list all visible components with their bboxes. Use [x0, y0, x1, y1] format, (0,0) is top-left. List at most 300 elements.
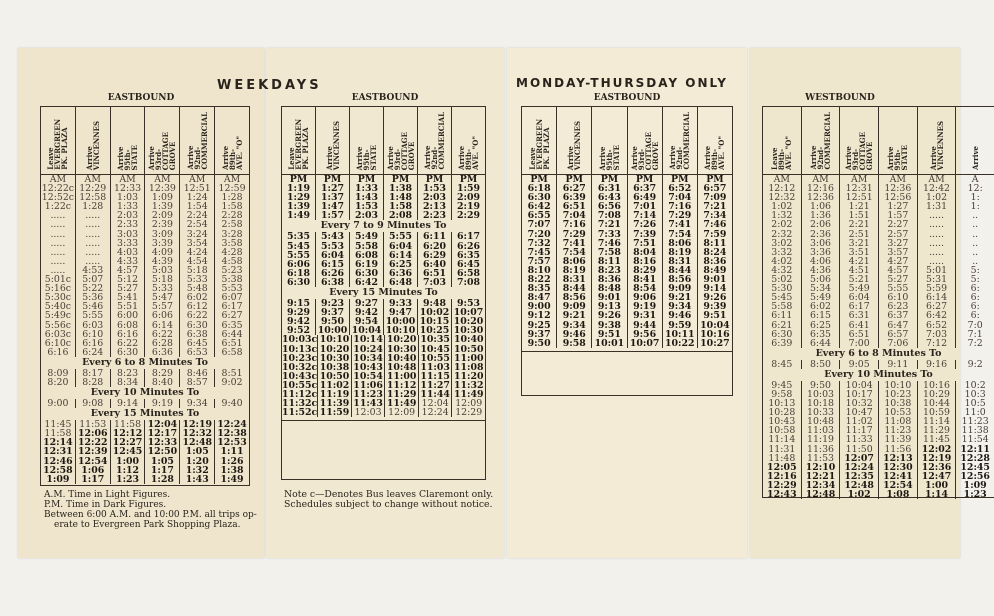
time-cell: 1:28 [145, 475, 180, 484]
time-cell: 1:49 [282, 211, 316, 220]
time-cell: 12:39 [145, 184, 180, 193]
time-cell: 4:58 [221, 255, 243, 267]
table-row [763, 463, 994, 472]
time-cell: 1:09 [145, 193, 180, 202]
time-cell: 5:18 [180, 266, 215, 275]
time-cell: 9:00 [522, 302, 557, 311]
time-cell: 9:58 [763, 390, 802, 399]
time-cell: 5:27 [879, 275, 918, 284]
column-header [802, 107, 841, 174]
time-cell: 1:38 [384, 184, 418, 193]
time-cell: 8:11 [703, 237, 727, 249]
time-cell: 7:34 [703, 210, 727, 222]
time-cell: 12:54 [76, 457, 111, 466]
table-row [282, 211, 485, 220]
time-cell: 1:22c [41, 202, 76, 211]
column-header [215, 107, 249, 174]
time-cell: 11:23 [352, 390, 386, 399]
time-cell: 4:03 [111, 248, 146, 257]
time-cell: 6:22 [180, 311, 215, 320]
table-row [282, 242, 485, 251]
time-cell: 1:03 [111, 193, 146, 202]
time-cell: 12:27 [111, 438, 146, 447]
time-cell: 9:01 [592, 293, 627, 302]
time-cell: 6:03c [41, 330, 76, 339]
time-cell: 1:21 [840, 202, 879, 211]
time-cell: 6:44 [221, 328, 243, 340]
time-cell: 5:30c [41, 293, 76, 302]
time-cell: 8:19 [557, 266, 592, 275]
time-cell: 5:55 [282, 251, 316, 260]
table-row [763, 184, 994, 193]
time-cell: 10:07 [453, 307, 484, 319]
time-cell: 6:17 [456, 231, 481, 243]
time-cell: 7:00 [840, 339, 879, 348]
time-cell: 6:11 [763, 311, 802, 320]
time-cell: 5:02 [763, 275, 802, 284]
column-header [918, 107, 957, 174]
time-cell: 6:52 [918, 321, 957, 330]
time-cell: 1:33 [350, 184, 384, 193]
time-cell: 11:33 [840, 435, 879, 444]
time-cell: 8:36 [592, 275, 627, 284]
time-cell: 6:51 [418, 269, 452, 278]
time-cell: 6:51 [221, 337, 243, 349]
time-cell: 10:47 [840, 408, 879, 417]
column-header-label: Arrive VINCENNES [566, 120, 583, 170]
time-cell: 9:38 [592, 321, 627, 330]
time-cell: 10:24 [352, 345, 386, 354]
time-cell: 3:27 [879, 239, 918, 248]
footnote-line: Between 6:00 A.M. and 10:00 P.M. all trips op- [44, 510, 257, 520]
time-cell: 6:07 [221, 292, 243, 304]
time-cell: 7:08 [592, 211, 627, 220]
time-cell: 9:39 [703, 301, 727, 313]
time-cell: ..... [918, 211, 957, 220]
time-cell: 12:09 [455, 398, 483, 410]
column-header [76, 107, 111, 174]
time-cell: 9:23 [316, 299, 350, 308]
time-cell: 6:48 [384, 278, 418, 287]
time-cell: 1:32 [763, 211, 802, 220]
time-cell: 6:14 [145, 321, 180, 330]
table-row [41, 193, 249, 202]
time-cell: 1:12 [111, 466, 146, 475]
column-header-label: Arrive 89th- AVE. "O" [457, 136, 480, 170]
time-cell: 5:41 [111, 293, 146, 302]
time-cell: 4:32 [763, 266, 802, 275]
time-cell: 9:08 [76, 399, 111, 408]
frequency-note: Every 6 to 8 Minutes To [815, 347, 942, 359]
table-row [41, 378, 249, 387]
time-cell: 9:26 [703, 292, 727, 304]
time-cell: 9:09 [557, 302, 592, 311]
time-cell: 8:06 [557, 257, 592, 266]
time-cell: 12:32 [180, 429, 215, 438]
time-cell: 6:00 [111, 311, 146, 320]
table-row [763, 330, 994, 339]
time-cell: 12:24 [217, 419, 247, 431]
column-header-label: Arrive 93rd- COTTAGE GROVE [147, 131, 178, 170]
table-row [41, 466, 249, 475]
time-cell: 6:39 [763, 339, 802, 348]
time-cell: 6:56 [592, 202, 627, 211]
time-cell: 10:38 [879, 399, 918, 408]
time-cell: 11:23 [961, 416, 989, 428]
time-cell: 3:33 [111, 239, 146, 248]
table-row [522, 248, 732, 257]
time-cell: 9:11 [879, 360, 918, 369]
time-cell: 10:32 [840, 399, 879, 408]
time-cell: 4:21 [840, 257, 879, 266]
time-cell: 2:19 [456, 201, 481, 213]
time-cell: 6:06 [282, 260, 316, 269]
time-cell: 3:06 [802, 239, 841, 248]
column-header [316, 107, 350, 174]
time-cell: 12:56 [960, 470, 990, 482]
table-row [763, 339, 994, 348]
time-cell: 10:28 [763, 408, 802, 417]
footnote-line: Note c—Denotes Bus leaves Claremont only. [284, 489, 494, 500]
time-cell: 7:14 [628, 211, 663, 220]
time-cell: 12:52c [41, 192, 75, 204]
time-cell: 11:32c [282, 398, 318, 410]
column-header-label: Arrive 95th- STATE [116, 144, 140, 170]
time-cell: 6: [970, 310, 980, 322]
time-cell: 5:58 [350, 242, 384, 251]
column-header [41, 107, 76, 174]
table-row [522, 339, 732, 348]
column-header-label: Arrive 93rd- COTTAGE GROVE [629, 131, 660, 170]
time-cell: 4:53 [76, 266, 111, 275]
time-cell: 5:33 [180, 275, 215, 284]
time-cell: 1:26 [220, 455, 244, 467]
time-cell: 12:11 [960, 443, 990, 455]
time-cell: 10:11 [663, 330, 698, 339]
time-cell: 5:38 [221, 274, 243, 286]
time-cell: 6:26 [316, 269, 350, 278]
table-row [41, 230, 249, 239]
time-cell: 5:46 [76, 302, 111, 311]
table-row [522, 293, 732, 302]
time-cell: 8:34 [111, 378, 146, 387]
column-header [663, 107, 698, 174]
time-cell: 2:21 [840, 220, 879, 229]
time-cell: 3:51 [840, 248, 879, 257]
column-header [840, 107, 879, 174]
time-cell: 4:57 [879, 266, 918, 275]
time-cell: 12:58 [41, 466, 76, 475]
time-cell: 10:23c [282, 352, 318, 364]
time-cell: 6:42 [918, 311, 957, 320]
time-cell: 10:04 [840, 381, 879, 390]
time-cell: 11:31 [763, 445, 802, 454]
footnote-line: Schedules subject to change without notice. [284, 499, 493, 510]
time-cell: 6:38 [180, 330, 215, 339]
time-cell: 12:45 [960, 461, 990, 473]
time-cell: 10:30 [453, 325, 484, 337]
time-cell: .. [972, 246, 979, 258]
time-cell: 2:51 [840, 230, 879, 239]
table-row [41, 275, 249, 284]
time-cell: 6:47 [879, 321, 918, 330]
time-cell: 3:57 [879, 248, 918, 257]
column-header-label: Arrive 93rd- COTTAGE GROVE [844, 131, 875, 170]
time-cell: 1:02 [840, 490, 879, 499]
time-cell: 2:23 [418, 211, 452, 220]
time-cell: 10:23 [879, 390, 918, 399]
time-cell: 8:54 [628, 284, 663, 293]
time-cell: 8:45 [763, 360, 802, 369]
table-row [763, 472, 994, 481]
time-cell: 12:14 [41, 438, 76, 447]
time-cell: 1:43 [350, 193, 384, 202]
time-cell: 6:10 [879, 293, 918, 302]
time-cell: ..... [76, 239, 111, 248]
time-cell: 1:39 [282, 202, 316, 211]
time-cell: 7:54 [557, 248, 592, 257]
time-cell: ..... [41, 211, 76, 220]
time-cell: 12:03 [352, 408, 386, 417]
time-cell: 5:03 [145, 266, 180, 275]
frequency-note: Every 15 Minutes To [329, 287, 438, 299]
time-cell: 9:12 [522, 311, 557, 320]
time-cell: 7:46 [703, 219, 727, 231]
table-row [41, 239, 249, 248]
time-cell: 6:29 [418, 251, 452, 260]
time-cell: 9:50 [316, 317, 350, 326]
time-cell: 1:47 [316, 202, 350, 211]
time-cell: 11:32 [453, 379, 484, 391]
time-cell: .. [972, 237, 979, 249]
time-cell: 5:55 [384, 232, 418, 241]
time-cell: 6:58 [221, 346, 243, 358]
time-cell: 11:19 [318, 390, 352, 399]
time-cell: 10:5 [964, 398, 986, 410]
time-cell: 8:44 [663, 266, 698, 275]
time-cell: 11:06 [352, 381, 386, 390]
time-cell: 1:02 [763, 202, 802, 211]
time-cell: 7:21 [703, 201, 727, 213]
time-cell: 5:53 [221, 283, 243, 295]
time-cell: 12:22 [76, 438, 111, 447]
time-cell: 11:36 [802, 445, 841, 454]
panel-westbound [750, 48, 990, 558]
time-cell: 3:02 [763, 239, 802, 248]
time-cell: 12:16 [802, 184, 841, 193]
time-cell: 3:39 [145, 239, 180, 248]
time-cell: 6:25 [384, 260, 418, 269]
time-cell: 1:29 [282, 193, 316, 202]
time-cell: 6:04 [384, 242, 418, 251]
table-row [763, 175, 994, 184]
time-cell: 9:02 [221, 376, 243, 388]
time-cell: 7:03 [418, 278, 452, 287]
time-cell: 5:36 [76, 293, 111, 302]
time-cell: 12:05 [763, 463, 802, 472]
time-cell: 10:40 [385, 354, 419, 363]
time-cell: 12:12 [111, 429, 146, 438]
time-cell: 6:20 [418, 242, 452, 251]
table-row [41, 284, 249, 293]
time-cell: 6:17 [840, 302, 879, 311]
time-cell: 9:50 [802, 381, 841, 390]
time-cell: 11:49 [385, 399, 419, 408]
time-cell: 6:24 [76, 348, 111, 357]
column-header-label: Arrive 89th- AVE. "O" [703, 136, 727, 170]
time-cell: 9:53 [456, 298, 481, 310]
table-row [763, 220, 994, 229]
footnote-notes [284, 490, 493, 510]
time-cell: 1:43 [180, 475, 215, 484]
time-cell: 7:20 [522, 230, 557, 239]
time-cell: 7:57 [522, 257, 557, 266]
time-cell: 2:27 [879, 220, 918, 229]
time-cell: 1:02 [918, 193, 957, 202]
time-cell: 7:09 [703, 192, 727, 204]
time-cell: 12:31 [41, 447, 76, 456]
time-cell: 5:22 [76, 284, 111, 293]
table-row [41, 257, 249, 266]
time-cell: 6:35 [221, 319, 243, 331]
time-cell: 8:28 [76, 378, 111, 387]
time-cell: 8:29 [145, 369, 180, 378]
time-cell: PM [418, 175, 452, 184]
timetable-2 [281, 106, 486, 480]
table-row [282, 269, 485, 278]
time-cell: 7:16 [663, 202, 698, 211]
time-cell: 9:19 [628, 302, 663, 311]
time-cell: 11:14 [918, 417, 957, 426]
time-cell: 6: [970, 301, 980, 313]
time-cell: 9:54 [350, 317, 384, 326]
time-cell: 9:52 [282, 326, 316, 335]
time-cell: PM [350, 175, 384, 184]
time-cell: 6:58 [456, 267, 481, 279]
time-cell: 12:48 [180, 438, 215, 447]
time-cell: 2:28 [221, 210, 243, 222]
table-row [763, 193, 994, 202]
table-row [41, 330, 249, 339]
time-cell: 6:17 [221, 301, 243, 313]
time-cell: AM [879, 175, 918, 184]
time-cell: 6:15 [802, 311, 841, 320]
time-cell: 9:26 [592, 311, 627, 320]
column-header [350, 107, 384, 174]
time-cell: 5:40c [41, 302, 76, 311]
time-cell: 5:58 [763, 302, 802, 311]
time-cell: 10:10 [879, 381, 918, 390]
time-cell: PM [282, 175, 316, 184]
time-cell: 12:19 [918, 454, 957, 463]
time-cell: 9:42 [282, 317, 316, 326]
time-cell: 2:03 [418, 193, 452, 202]
column-header-label: Leave EVERGREEN PK. PLAZA [46, 119, 70, 170]
time-cell: 12:09 [385, 408, 419, 417]
time-cell: 7:21 [592, 220, 627, 229]
table-row [41, 348, 249, 357]
time-cell: 10:00 [316, 326, 350, 335]
time-cell: 8:50 [802, 360, 841, 369]
time-cell: 4:24 [180, 248, 215, 257]
table-row [763, 490, 994, 499]
time-cell: 11:02 [318, 381, 352, 390]
time-cell: 1:23 [111, 475, 146, 484]
time-cell: AM [840, 175, 879, 184]
time-cell: 10:33 [802, 408, 841, 417]
time-cell: 11:38 [961, 425, 989, 437]
time-cell: 12:38 [217, 428, 247, 440]
time-cell: PM [522, 175, 557, 184]
time-cell: 6:30 [111, 348, 146, 357]
time-cell: 5:56c [41, 321, 76, 330]
table-row [763, 275, 994, 284]
table-row [282, 175, 485, 184]
time-cell: 7:16 [557, 220, 592, 229]
time-cell: 10:16 [700, 328, 730, 340]
time-cell: 8:46 [180, 369, 215, 378]
time-cell: 1:37 [316, 193, 350, 202]
time-cell: ..... [41, 239, 76, 248]
time-cell: 10:50 [453, 343, 484, 355]
time-cell: 2:02 [763, 220, 802, 229]
time-cell: 8:44 [557, 284, 592, 293]
time-cell: AM [76, 175, 111, 184]
time-cell: 5:43 [316, 232, 350, 241]
time-cell: 12:35 [840, 472, 879, 481]
time-cell: 8:20 [41, 378, 76, 387]
time-cell: 2:03 [350, 211, 384, 220]
time-cell: 9:51 [592, 330, 627, 339]
time-cell: 6:26 [456, 240, 481, 252]
time-cell: 1:09 [963, 479, 987, 491]
time-cell: 12:04 [145, 420, 180, 429]
time-cell: 11:15 [419, 372, 453, 381]
footnote-time-legend [44, 490, 257, 530]
direction-label: EASTBOUND [351, 93, 419, 103]
time-cell: 9:19 [145, 399, 180, 408]
table-row [763, 257, 994, 266]
time-cell: 12:31 [840, 184, 879, 193]
time-cell: 5:07 [76, 275, 111, 284]
time-cell: 12:41 [879, 472, 918, 481]
time-cell: 6:11 [418, 232, 452, 241]
column-header-label: Arrive VINCENNES [928, 120, 945, 170]
time-cell: 10:13c [282, 343, 318, 355]
time-cell: 6:44 [802, 339, 841, 348]
time-cell: 5:49c [41, 311, 76, 320]
table-row [41, 293, 249, 302]
time-cell: 10:10 [384, 326, 418, 335]
time-cell: 4:57 [111, 266, 146, 275]
time-cell: PM [706, 174, 724, 185]
time-cell: 8:09 [41, 369, 76, 378]
time-cell: 3:54 [180, 239, 215, 248]
time-cell: ..... [76, 211, 111, 220]
time-cell: 9:06 [628, 293, 663, 302]
time-cell: 6:04 [316, 251, 350, 260]
time-cell: 8:22 [522, 275, 557, 284]
table-row [282, 408, 485, 417]
table-row [763, 390, 994, 399]
time-cell: 1:14 [918, 490, 957, 499]
time-cell: 2:57 [879, 230, 918, 239]
time-cell: 1:36 [802, 211, 841, 220]
time-cell: 12:33 [145, 438, 180, 447]
time-cell: 11:29 [918, 426, 957, 435]
time-cell: 11:17 [840, 426, 879, 435]
time-cell: 7:0 [967, 319, 983, 331]
